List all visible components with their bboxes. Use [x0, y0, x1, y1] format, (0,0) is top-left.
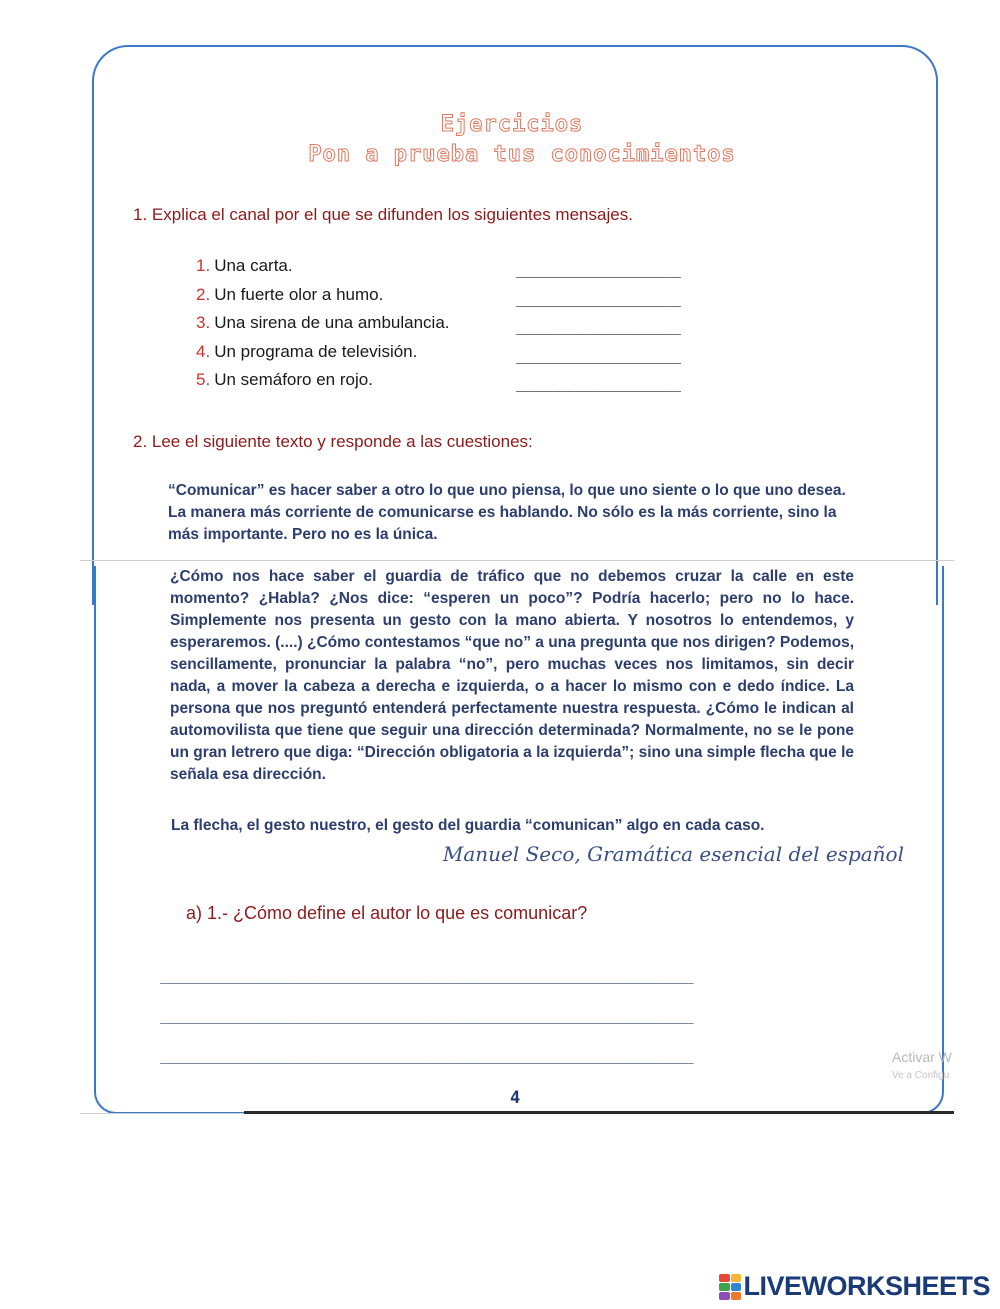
answer-blank[interactable]: ___________________ [516, 344, 681, 364]
answer-blank[interactable]: ___________________ [516, 287, 681, 307]
answer-line[interactable]: ____________________________________________________________________ [160, 1006, 693, 1024]
activation-watermark: Activar W [892, 1049, 952, 1065]
answer-line[interactable]: ____________________________________________________________________ [160, 1046, 693, 1064]
item-text: Un semáforo en rojo. [214, 370, 373, 389]
item-text: Una carta. [214, 256, 293, 275]
brand-name: LIVEWORKSHEETS [743, 1271, 990, 1301]
passage-paragraph-1: “Comunicar” es hacer saber a otro lo que uno piensa, lo que uno siente o lo que uno desea. La manera más corriente de comunicarse es hablando. No sólo es la más corriente, sino la más importante. Pero no es la única. [168, 482, 846, 543]
item-text: Un fuerte olor a humo. [214, 284, 384, 304]
liveworksheets-logo[interactable] [719, 1271, 990, 1302]
list-item [196, 313, 736, 342]
exercise-heading: Ejercicios [440, 112, 584, 137]
page-bottom-rule [244, 1111, 954, 1114]
answer-blank[interactable]: ___________________ [516, 373, 681, 392]
item-text: Un programa de televisión. [214, 341, 418, 361]
passage-paragraph-3: La flecha, el gesto nuestro, el gesto del guardia “comunican” algo en cada caso. [171, 817, 765, 834]
list-item [196, 342, 736, 371]
passage-attribution: Manuel Seco, Gramática esencial del español [442, 842, 904, 866]
answer-line[interactable]: ____________________________________________________________________ [160, 966, 693, 984]
question-1-list [196, 256, 736, 399]
item-number: 4. [196, 341, 211, 361]
sub-question-a1: a) 1.- ¿Cómo define el autor lo que es comunicar? [186, 903, 588, 923]
answer-blank[interactable]: ___________________ [516, 259, 681, 278]
item-text: Una sirena de una ambulancia. [214, 313, 450, 332]
exercise-subheading: Pon a prueba tus conocimientos [308, 142, 736, 167]
liveworksheets-icon [719, 1274, 741, 1300]
item-number: 5. [196, 370, 211, 389]
item-number: 3. [196, 313, 211, 332]
answer-blank[interactable]: ___________________ [516, 316, 681, 335]
passage-paragraph-2: ¿Cómo nos hace saber el guardia de tráfico que no debemos cruzar la calle en este momento? ¿Habla? ¿Nos dice: “esperen un poco”? Podría hacerlo; pero no lo hace. Simplemente nos presenta un gesto con la mano abierta. Y nosotros lo entendemos, y esperaremos. (....) ¿Cómo contestamos “que no” a una pregunta que nos dirigen? Podemos, sencillamente, pronunciar la palabra “no”, pero muchas veces nos limitamos, sin decir nada, a mover la cabeza a derecha e izquierda, o a hacer lo mismo con e dedo índice. La persona que nos preguntó entenderá perfectamente nuestra respuesta. ¿Cómo le indican al automovilista que tiene que seguir una dirección determinada? Normalmente, no se le pone un gran letrero que diga: “Dirección obligatoria a la izquierda”; sino una simple flecha que le señala esa dirección. [170, 568, 854, 783]
question-2-prompt: 2. Lee el siguiente texto y responde a las cuestiones: [133, 432, 533, 451]
list-item [196, 285, 736, 314]
question-1-prompt: 1. Explica el canal por el que se difunden los siguientes mensajes. [133, 205, 633, 224]
activation-watermark-sub: Ve a Configu [892, 1070, 950, 1081]
list-item [196, 370, 736, 399]
list-item [196, 256, 736, 285]
item-number: 1. [196, 256, 211, 275]
page-number: 4 [510, 1088, 521, 1108]
item-number: 2. [196, 284, 211, 304]
page-seam [80, 560, 954, 561]
